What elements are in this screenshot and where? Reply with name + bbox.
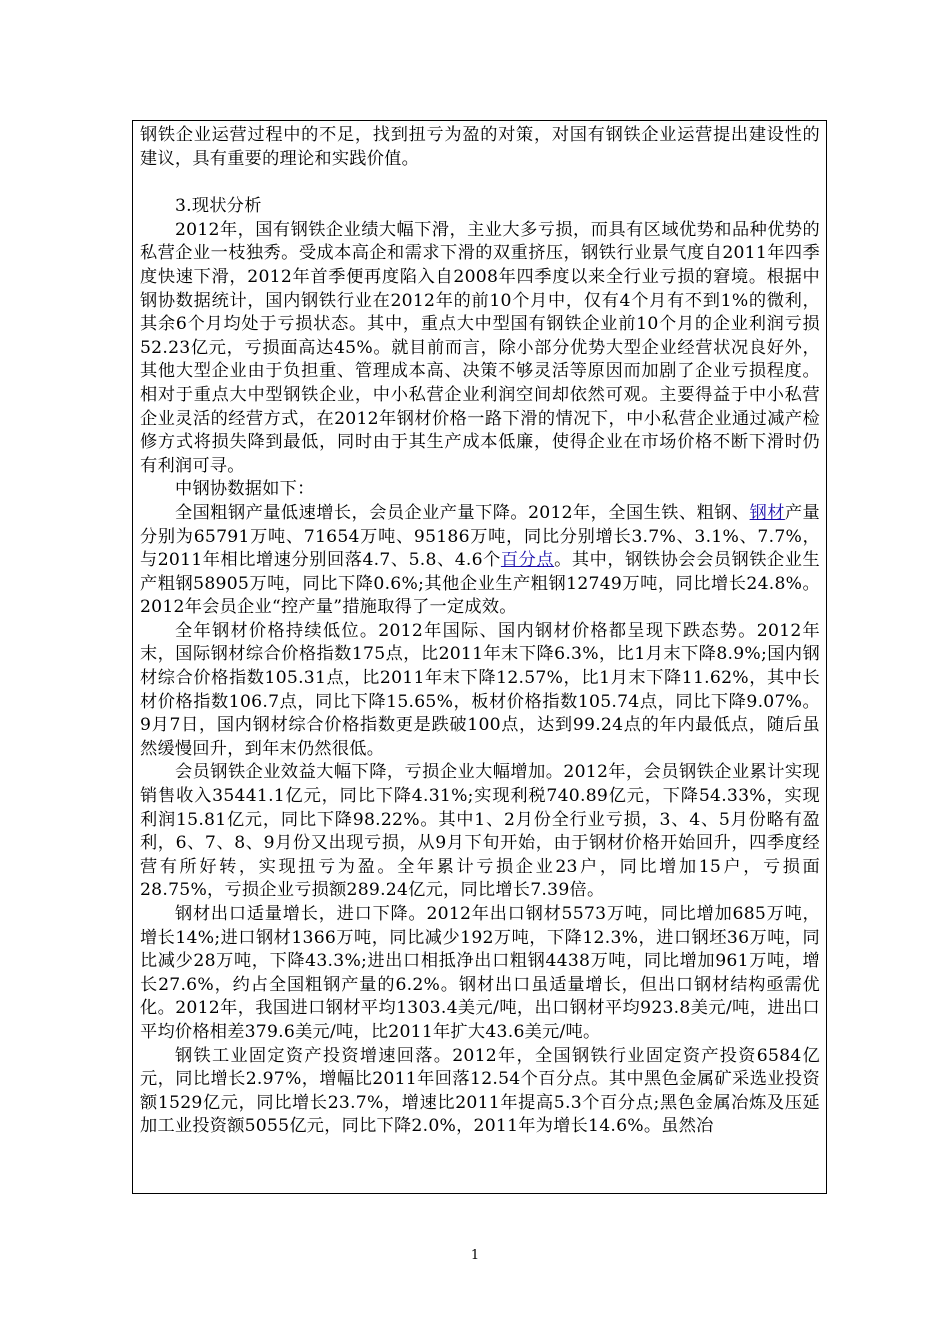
paragraph-steel-prices: 全年钢材价格持续低位。2012年国际、国内钢材价格都呈现下跌态势。2012年末，国际钢材综合价格指数175点，比2011年末下降6.3%，比1月末下降8.9%;国内钢材综合价格指数105.31点，比2011年末下降12.57%，比1月末下降11.62%，其中长材价格指数106.7点，同比下降15.65%，板材价格指数105.74点，同比下降9.07%。9月7日，国内钢材综合价格指数更是跌破100点，达到99.24点的年内最低点，随后虽然缓慢回升，到年末仍然很低。 (140, 620, 820, 759)
paragraph-import-export: 钢材出口适量增长，进口下降。2012年出口钢材5573万吨，同比增加685万吨，增长14%;进口钢材1366万吨，同比减少192万吨，下降12.3%，进口钢坯36万吨，同比减少28万吨，下降43.3%;进出口相抵净出口粗钢4438万吨，同比增加961万吨，增长27.6%，约占全国粗钢产量的6.2%。钢材出口虽适量增长，但出口钢材结构亟需优化。2012年，我国进口钢材平均1303.4美元/吨，出口钢材平均923.8美元/吨，进出口平均价格相差379.6美元/吨，比2011年扩大43.6美元/吨。 (140, 904, 820, 1042)
paragraph-crude-steel (140, 502, 820, 620)
paragraph-data-intro: 中钢协数据如下： (175, 479, 315, 500)
section-heading: 3.现状分析 (175, 196, 262, 217)
paragraph-crude-steel-text-c: 。其中，钢铁协会会员钢铁企业生产粗钢58905万吨，同比下降0.6%;其他企业生产粗钢12749万吨，同比增长24.8%。2012年会员企业“控产量”措施取得了一定成效。 (140, 550, 820, 618)
blank-line (140, 171, 820, 195)
paragraph-crude-steel-text-b: 产量分别为65791万吨、71654万吨、95186万吨，同比分别增长3.7%、3.1%、7.7%，与2011年相比增速分别回落4.7、5.8、4.6个 (140, 502, 820, 571)
document-body (140, 124, 820, 1139)
paragraph-fixed-investment: 钢铁工业固定资产投资增速回落。2012年，全国钢铁行业固定资产投资6584亿元，同比增长2.97%，增幅比2011年回落12.54个百分点。其中黑色金属矿采选业投资额1529亿元，同比增长23.7%，增速比2011年提高5.3个百分点;黑色金属冶炼及压延加工业投资额5055亿元，同比下降2.0%，2011年为增长14.6%。虽然冶 (140, 1045, 820, 1137)
paragraph-crude-steel-text-a: 全国粗钢产量低速增长，会员企业产量下降。2012年，全国生铁、粗钢、 (175, 502, 750, 523)
link-steel-products[interactable]: 钢材 (749, 502, 785, 523)
page-number: 1 (470, 1248, 480, 1263)
paragraph-member-profits: 会员钢铁企业效益大幅下降，亏损企业大幅增加。2012年，会员钢铁企业累计实现销售收入35441.1亿元，同比下降4.31%;实现利税740.89亿元，下降54.33%，实现利润15.81亿元，同比下降98.22%。其中1、2月份全行业亏损，3、4、5月份略有盈利，6、7、8、9月份又出现亏损，从9月下旬开始，由于钢材价格开始回升，四季度经营有所好转，实现扭亏为盈。全年累计亏损企业23户，同比增加15户，亏损面28.75%，亏损企业亏损额289.24亿元，同比增长7.39倍。 (140, 762, 820, 901)
paragraph-overview: 2012年，国有钢铁企业绩大幅下滑，主业大多亏损，而具有区域优势和品种优势的私营企业一枝独秀。受成本高企和需求下滑的双重挤压，钢铁行业景气度自2011年四季度快速下滑，2012年首季便再度陷入自2008年四季度以来全行业亏损的窘境。根据中钢协数据统计，国内钢铁行业在2012年的前10个月中，仅有4个月有不到1%的微利，其余6个月均处于亏损状态。其中，重点大中型国有钢铁企业前10个月的企业利润亏损52.23亿元，亏损面高达45%。就目前而言，除小部分优势大型企业经营状况良好外，其他大型企业由于负担重、管理成本高、决策不够灵活等原因而加剧了企业亏损程度。相对于重点大中型钢铁企业，中小私营企业利润空间却依然可观。主要得益于中小私营企业灵活的经营方式，在2012年钢材价格一路下滑的情况下，中小私营企业通过减产检修方式将损失降到最低，同时由于其生产成本低廉，使得企业在市场价格不断下滑时仍有利润可寻。 (140, 219, 820, 476)
link-percentage-point[interactable]: 百分点 (500, 550, 555, 571)
paragraph-intro-continuation: 钢铁企业运营过程中的不足，找到扭亏为盈的对策，对国有钢铁企业运营提出建设性的建议，具有重要的理论和实践价值。 (140, 125, 820, 169)
